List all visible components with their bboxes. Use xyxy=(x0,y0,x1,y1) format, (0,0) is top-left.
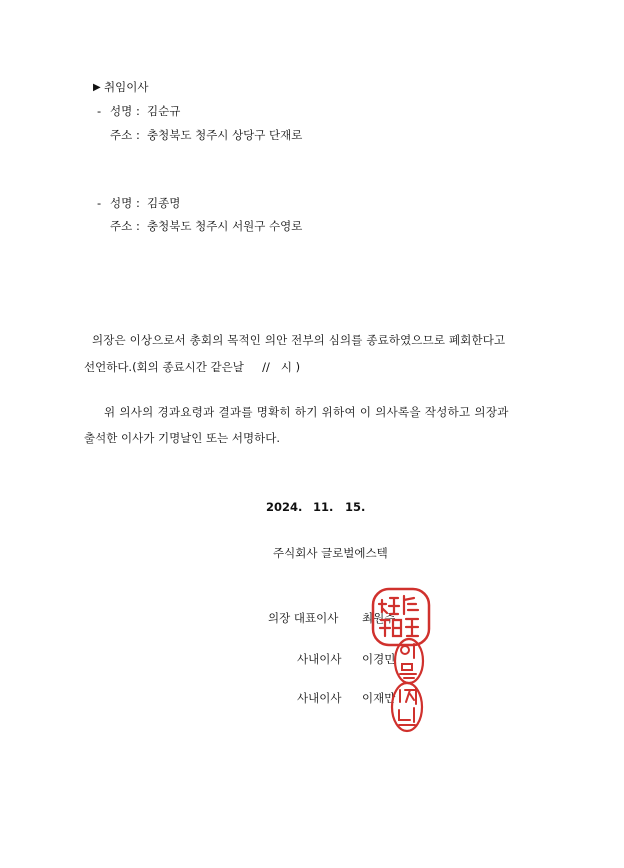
statement-line-1: 위 의사의 경과요령과 결과를 명확히 하기 위하여 이 의사록을 작성하고 의장과 xyxy=(104,405,509,419)
director-1-address-label: 주소 xyxy=(110,128,133,142)
company-name: 주식회사 글로벌에스텍 xyxy=(273,546,388,560)
signatory-1-role: 의장 대표이사 xyxy=(268,611,339,625)
date-day: 15. xyxy=(345,500,366,514)
signatory-2-name: 이경민 xyxy=(362,652,396,666)
director-1-dash: - xyxy=(97,104,102,118)
date-month: 11. xyxy=(313,500,334,514)
director-2-seal-icon xyxy=(392,636,426,686)
statement-line-2: 출석한 이사가 기명날인 또는 서명하다. xyxy=(84,431,281,445)
date-year: 2024. xyxy=(266,500,303,514)
signatory-3-name: 이재만 xyxy=(362,691,396,705)
director-1-name-colon: : xyxy=(136,104,140,118)
director-3-seal-icon xyxy=(388,680,426,734)
signatory-3-role: 사내이사 xyxy=(297,691,342,705)
director-1-address: 충청북도 청주시 상당구 단재로 xyxy=(147,128,303,142)
signatory-1-name: 최원주 xyxy=(362,611,396,625)
section-marker-icon: ▶ xyxy=(93,82,101,93)
section-title: 취임이사 xyxy=(104,80,149,94)
director-2-address: 충청북도 청주시 서원구 수영로 xyxy=(147,219,303,233)
director-1-name-label: 성명 xyxy=(110,104,133,118)
director-1-address-colon: : xyxy=(136,128,140,142)
director-2-name-label: 성명 xyxy=(110,196,133,210)
director-2-name-colon: : xyxy=(136,196,140,210)
signatory-2-role: 사내이사 xyxy=(297,652,342,666)
director-1-name: 김순규 xyxy=(147,104,181,118)
director-2-name: 김종명 xyxy=(147,196,181,210)
closing-line-2: 선언하다.(회의 종료시간 같은날 // 시 ) xyxy=(84,360,301,374)
closing-line-1: 의장은 이상으로서 총회의 목적인 의안 전부의 심의를 종료하였으므로 폐회한다고 xyxy=(92,333,506,347)
director-2-dash: - xyxy=(97,196,102,210)
director-2-address-colon: : xyxy=(136,219,140,233)
director-2-address-label: 주소 xyxy=(110,219,133,233)
